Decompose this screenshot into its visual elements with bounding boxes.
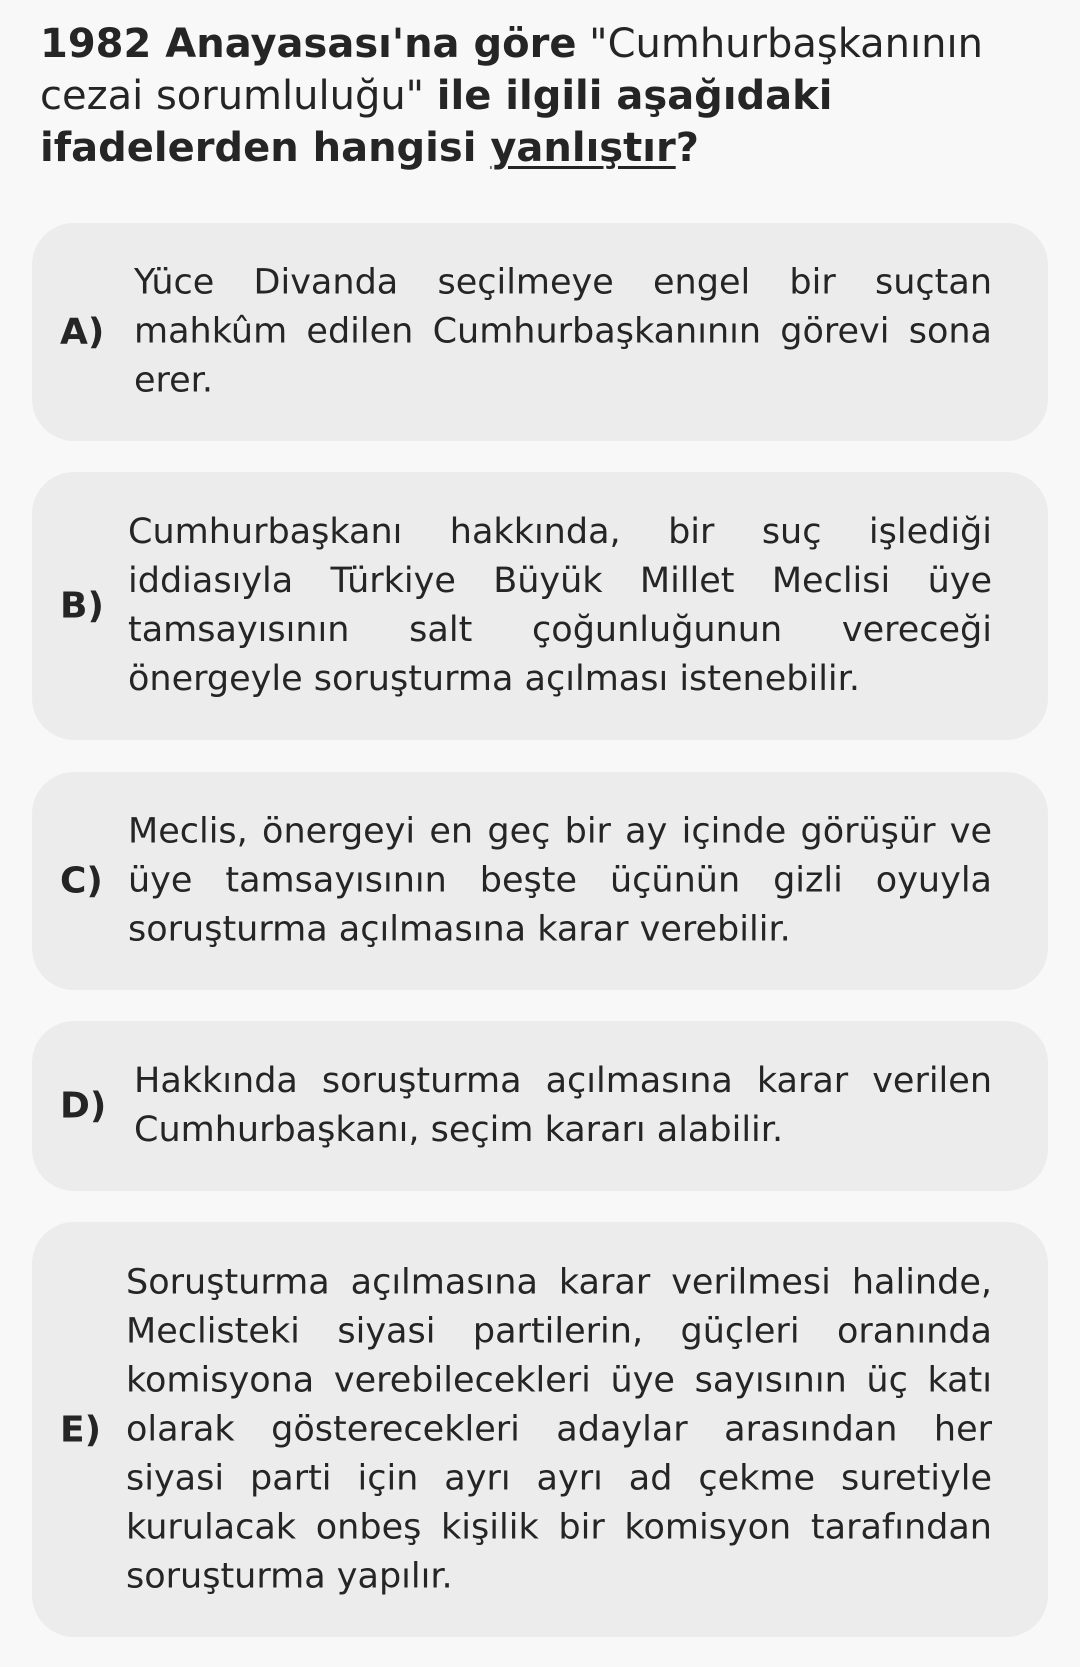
option-b-letter: B): [60, 585, 104, 627]
option-c-text: Meclis, önergeyi en geç bir ay içinde görüşür ve üye tamsayısının beşte üçünün gizli oyuyla soruşturma açılmasına karar verebilir.: [128, 811, 992, 950]
question-part-bold: 1982 Anayasası'na göre: [40, 21, 577, 67]
option-a[interactable]: [32, 223, 1048, 441]
option-d-letter: D): [60, 1085, 107, 1127]
question-text: [40, 18, 1040, 174]
option-e[interactable]: [32, 1222, 1048, 1637]
option-c[interactable]: [32, 772, 1048, 990]
option-e-letter: E): [60, 1409, 102, 1450]
option-c-letter: C): [60, 860, 103, 902]
question-mark: ?: [675, 125, 699, 171]
question-part-quoted: "Cumhurbaşkanının cezai sorumluluğu": [40, 21, 983, 119]
option-e-text: Soruşturma açılmasına karar verilmesi halinde, Meclisteki siyasi partilerin, güçleri oranında komisyona verebilecekleri üye sayısının üç katı olarak gösterecekleri adaylar arasından her siyasi parti için ayrı ayrı ad çekme suretiyle kurulacak onbeş kişilik bir komisyon tarafından soruşturma yapılır.: [126, 1262, 992, 1596]
option-b[interactable]: [32, 472, 1048, 740]
option-a-text: Yüce Divanda seçilmeye engel bir suçtan mahkûm edilen Cumhurbaşkanının görevi sona erer.: [134, 262, 992, 401]
option-a-letter: A): [60, 311, 105, 353]
option-d-text: Hakkında soruşturma açılmasına karar verilen Cumhurbaşkanı, seçim kararı alabilir.: [134, 1061, 992, 1150]
question-part-bold-2: ile ilgili aşağıdaki ifadelerden hangisi: [40, 73, 833, 171]
question-part-underlined: yanlıştır: [490, 125, 676, 171]
option-d[interactable]: [32, 1021, 1048, 1191]
option-b-text: Cumhurbaşkanı hakkında, bir suç işlediği iddiasıyla Türkiye Büyük Millet Meclisi üye tamsayısının salt çoğunluğunun vereceği önergeyle soruşturma açılması istenebilir.: [128, 512, 992, 699]
